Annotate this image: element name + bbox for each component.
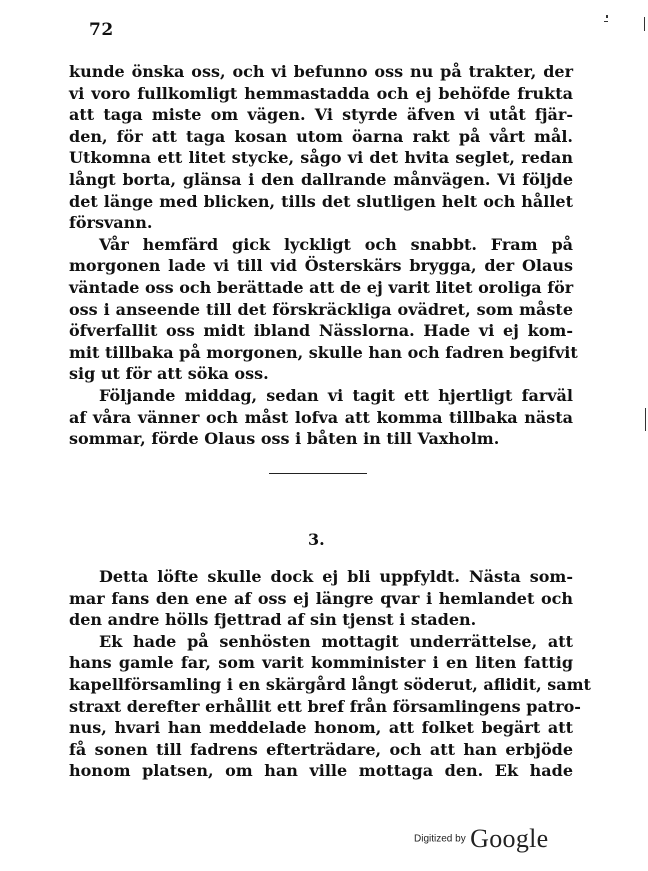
text-line: försvann. (69, 213, 153, 233)
text-line: den, för att taga kosan utom öarna rakt på vårt mål. (69, 126, 573, 146)
text-line: kapellförsamling i en skärgård långt söderut, aflidit, samt (69, 674, 591, 694)
section-number: 3. (308, 530, 325, 549)
text-line: få sonen till fadrens efterträdare, och att han erbjöde (69, 739, 573, 759)
text-line: hans gamle far, som varit komminister i en liten fattig (69, 653, 573, 673)
text-line: kunde önska oss, och vi befunno oss nu på trakter, der (69, 62, 573, 81)
text-line: sommar, förde Olaus oss i båten in till Vaxholm. (69, 429, 500, 449)
text-line: af våra vänner och måst lofva att komma tillbaka nästa (69, 407, 573, 427)
scan-edge-mark (604, 21, 608, 22)
text-line: väntade oss och berättade att de ej varit litet oroliga för (69, 277, 574, 297)
text-line: det länge med blicken, tills det slutligen helt och hållet (69, 191, 573, 211)
text-line: Följande middag, sedan vi tagit ett hjertligt farväl (99, 385, 573, 405)
body-text-before-section (69, 61, 578, 450)
scan-edge-mark (645, 408, 646, 431)
text-line: straxt derefter erhållit ett bref från församlingens patro- (69, 696, 581, 716)
google-logo: Google (470, 824, 549, 853)
scan-edge-mark (644, 17, 645, 31)
text-line: öfverfallit oss midt ibland Nässlorna. Hade vi ej kom- (69, 321, 573, 341)
digitized-by-google-watermark (414, 824, 549, 854)
text-line: att taga miste om vägen. Vi styrde äfven vi utåt fjär- (69, 105, 573, 125)
digitized-label: Digitized by (414, 833, 466, 845)
text-line: honom platsen, om han ville mottaga den. Ek hade (69, 761, 573, 781)
text-line: mit tillbaka på morgonen, skulle han och fadren begifvit (69, 342, 578, 362)
text-line: vi voro fullkomligt hemmastadda och ej behöfde frukta (69, 83, 573, 103)
text-line: mar fans den ene af oss ej längre qvar i hemlandet och (69, 588, 573, 608)
section-divider (269, 473, 367, 474)
text-line: långt borta, glänsa i den dallrande månvägen. Vi följde (69, 169, 573, 189)
scan-edge-mark (606, 15, 608, 18)
text-line: nus, hvari han meddelade honom, att folket begärt att (69, 718, 573, 738)
text-line: Utkomna ett litet stycke, sågo vi det hvita seglet, redan (69, 148, 573, 168)
text-line: sig ut för att söka oss. (69, 364, 269, 384)
text-line: Detta löfte skulle dock ej bli uppfyldt. Nästa som- (99, 567, 573, 586)
text-line: den andre hölls fjettrad af sin tjenst i staden. (69, 610, 477, 630)
body-text-section-three (69, 566, 591, 782)
page-number: 72 (89, 20, 114, 40)
text-line: morgonen lade vi till vid Österskärs brygga, der Olaus (69, 256, 573, 276)
text-line: Vår hemfärd gick lyckligt och snabbt. Fram på (99, 234, 573, 254)
text-line: oss i anseende till det förskräckliga ovädret, som måste (69, 299, 573, 319)
text-line: Ek hade på senhösten mottagit underrättelse, att (99, 631, 573, 651)
